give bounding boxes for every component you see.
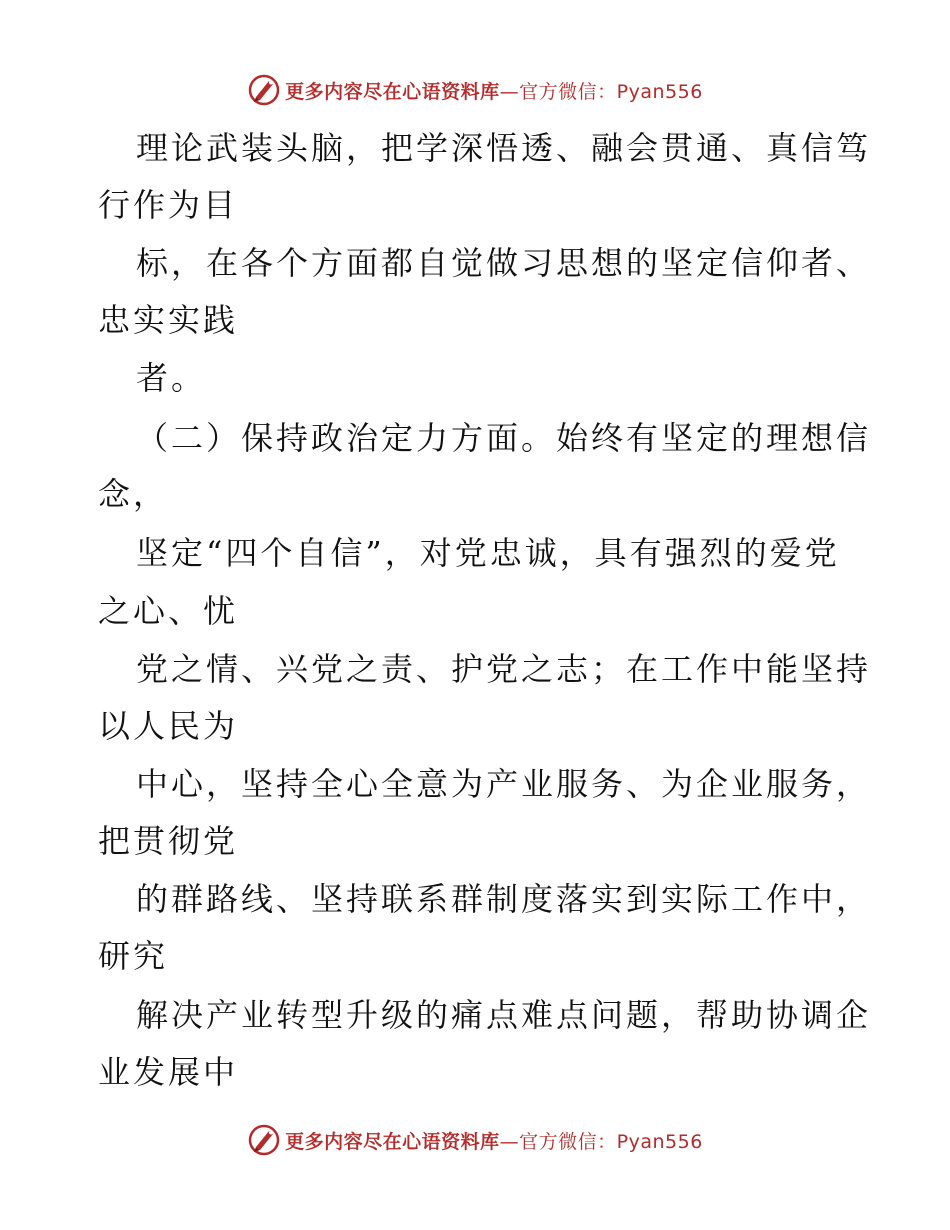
body-line: 党之情、兴党之责、护党之志；在工作中能坚持	[136, 650, 872, 688]
body-line: 理论武装头脑，把学深悟透、融会贯通、真信笃	[136, 129, 872, 167]
footer-banner	[0, 1120, 950, 1160]
body-line: 之心、忧	[98, 592, 239, 630]
body-line: 以人民为	[98, 707, 239, 745]
pen-logo-icon	[247, 73, 281, 107]
header-brand-text: 更多内容尽在心语资料库	[285, 80, 500, 103]
header-contact-text: 官方微信：Pyan556	[519, 80, 703, 103]
body-line: 忠实实践	[98, 301, 239, 339]
footer-brand-text: 更多内容尽在心语资料库	[285, 1130, 500, 1153]
body-line: 标，在各个方面都自觉做习思想的坚定信仰者、	[136, 244, 872, 282]
body-line: 研究	[98, 937, 169, 975]
header-banner-text	[285, 77, 703, 104]
body-line: 解决产业转型升级的痛点难点问题，帮助协调企	[136, 996, 872, 1034]
header-banner	[0, 70, 950, 110]
body-line: 者。	[136, 359, 207, 397]
footer-contact-text: 官方微信：Pyan556	[519, 1130, 703, 1153]
footer-separator: —	[499, 1130, 520, 1153]
body-line: 的群路线、坚持联系群制度落实到实际工作中，	[136, 880, 872, 918]
body-line: 坚定“四个自信”，对党忠诚，具有强烈的爱党	[136, 534, 840, 572]
body-line: 中心，坚持全心全意为产业服务、为企业服务，	[136, 765, 872, 803]
footer-banner-text	[285, 1127, 703, 1154]
body-line: 行作为目	[98, 186, 239, 224]
body-line: 把贯彻党	[98, 822, 239, 860]
pen-logo-icon	[247, 1123, 281, 1157]
body-line: 业发展中	[98, 1053, 239, 1091]
body-line: 念，	[98, 475, 169, 513]
header-separator: —	[499, 80, 520, 103]
body-line: （二）保持政治定力方面。始终有坚定的理想信	[136, 419, 872, 457]
